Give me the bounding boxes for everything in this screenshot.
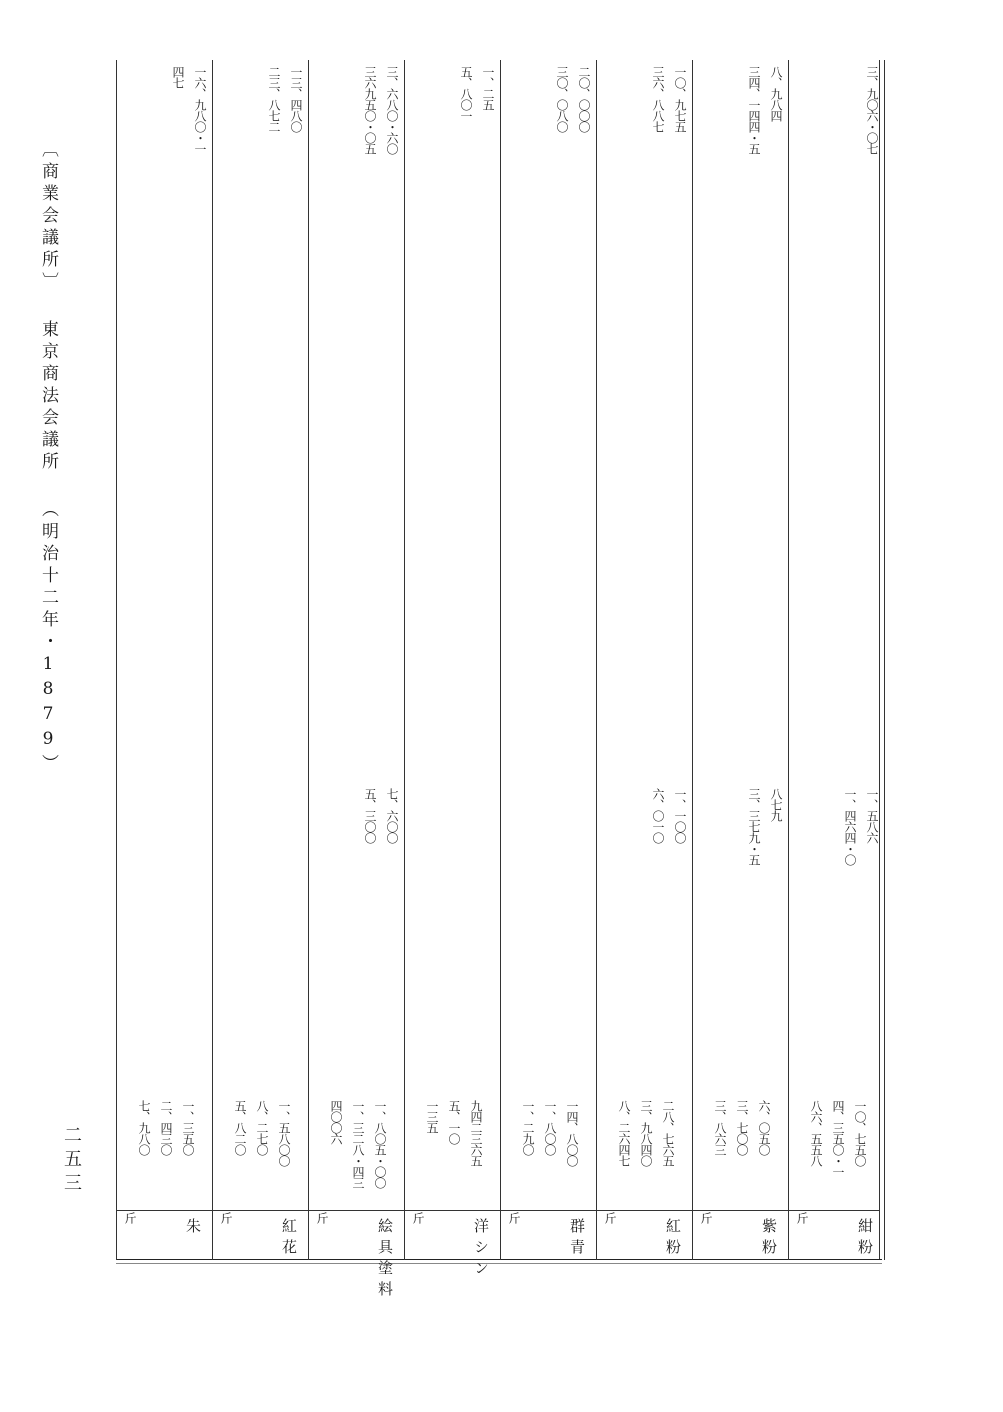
table-cell: 一、八〇〇 [543,1100,557,1155]
table-cell: 一、三五〇 [181,1100,195,1155]
item-label: 絵具塗料 [376,1218,394,1302]
table-cell: 一、二五 [481,66,495,110]
table-cell: 七、九八〇 [137,1100,151,1155]
unit-label: 斤 [123,1212,137,1224]
table-cell: 一六、九八〇・一 [193,66,207,154]
table-cell: 四〇〇六 [329,1100,343,1144]
table-cell: 八、九八四 [769,66,783,121]
table-cell: 三〇、〇八〇 [555,66,569,132]
item-label: 紫粉 [760,1218,778,1260]
table-cell: 二、四三〇 [159,1100,173,1155]
table-column [692,60,788,1260]
table-cell: 一、四六四・〇 [843,788,857,865]
unit-label: 斤 [507,1212,521,1224]
table-cell: 三六九五〇・〇五 [363,66,377,154]
table-column [788,60,884,1260]
unit-label: 斤 [795,1212,809,1224]
table-cell: 一四、八〇〇 [565,1100,579,1166]
table-cell: 一、五八〇〇 [277,1100,291,1166]
table-cell: 三、七〇〇 [735,1100,749,1155]
table-cell: 三六、八八七 [651,66,665,132]
table-cell: 二〇、〇〇〇 [577,66,591,132]
unit-label: 斤 [603,1212,617,1224]
era-label: （明治十二年・1879） [38,500,58,776]
unit-label: 斤 [411,1212,425,1224]
table-cell: 五、三〇〇 [363,788,377,843]
table-cell: 九四二三六五 [469,1100,483,1166]
table-cell: 三四、一四四・五 [747,66,761,154]
table-cell: 六、〇一〇 [651,788,665,843]
table-cell: 六、〇五〇 [757,1100,771,1155]
table-cell: 七、六〇〇 [385,788,399,843]
table-bottom-rule-inner [116,1263,882,1264]
item-label: 紅花 [280,1218,298,1260]
table-cell: 二三、八七二 [267,66,281,132]
item-label: 朱 [184,1218,202,1239]
unit-label: 斤 [219,1212,233,1224]
running-head [36,140,61,776]
table-cell: 四、三五〇・一 [831,1100,845,1177]
table-cell: 三、九八四〇 [639,1100,653,1166]
table-column [116,60,212,1260]
table-column [404,60,500,1281]
unit-label: 斤 [699,1212,713,1224]
table-cell: 四七 [171,66,185,88]
table-cell: 三、九〇六・〇七 [865,66,879,154]
table-cell: 五、八〇一 [459,66,473,121]
table-cell: 一〇、七五〇 [853,1100,867,1166]
table-cell: 一三五 [425,1100,439,1133]
table-cell: 一、三二八・四三 [351,1100,365,1188]
item-label: 群青 [568,1218,586,1260]
statistics-table [116,60,880,1302]
table-cell: 八七九 [769,788,783,821]
section-label: 〔商業会議所〕 [38,140,58,294]
table-cell: 二八、七六五 [661,1100,675,1166]
table-cell: 一、八〇五・〇〇 [373,1100,387,1188]
table-cell: 八、二六四七 [617,1100,631,1166]
item-label: 紺粉 [856,1218,874,1260]
table-cell: 三、三七九・五 [747,788,761,865]
table-cell: 一三、四八〇 [289,66,303,132]
item-label: 紅粉 [664,1218,682,1260]
table-cell: 一、二九〇 [521,1100,535,1155]
table-column [212,60,308,1260]
table-column [500,60,596,1260]
table-cell: 八六、五五八 [809,1100,823,1166]
unit-label: 斤 [315,1212,329,1224]
organization-name: 東京商法会議所 [38,320,58,474]
table-cell: 三、六八〇・六〇 [385,66,399,154]
item-label: 洋シン [472,1218,490,1281]
table-cell: 三、八六三 [713,1100,727,1155]
table-column [308,60,404,1302]
table-column [596,60,692,1260]
table-cell: 五、一〇 [447,1100,461,1144]
table-cell: 一〇、九七五 [673,66,687,132]
table-cell: 八、二七〇 [255,1100,269,1155]
table-cell: 五、八二〇 [233,1100,247,1155]
table-cell: 一、一〇〇 [673,788,687,843]
column-rule [884,60,885,1260]
table-cell: 一、五八六 [865,788,879,843]
page-number: 二五三 [61,1125,82,1197]
